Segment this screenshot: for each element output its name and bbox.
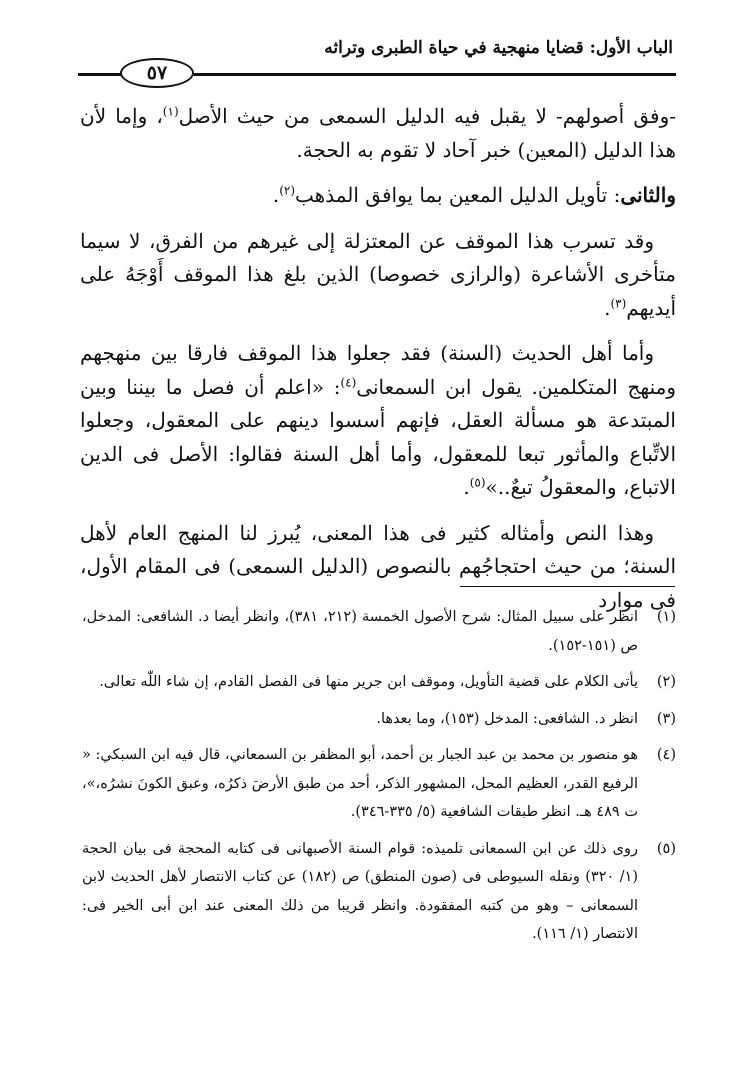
footnote-text: هو منصور بن محمد بن عبد الجبار بن أحمد، أبو المظفر بن السمعاني، قال فيه ابن السبكي: « الرفيع القدر، العظيم المحل، المشهور الذكر، أحد من طبق الأرضَ ذكرُه، وعبق الكونَ نشرُه،»، ت ٤٨٩ هـ. انظر طبقات الشافعية (٥/ ٣٣٥-٣٤٦). — [82, 747, 638, 820]
p2-tail: . — [272, 183, 280, 207]
p3-text: وقد تسرب هذا الموقف عن المعتزلة إلى غيرهم من الفرق، لا سيما متأخرى الأشاعرة (والرازى خصوصا) الذين بلغ هذا الموقف أَوْجَهُ على أيديهم — [80, 228, 676, 320]
footnote-text: روى ذلك عن ابن السمعانى تلميذه: قوام السنة الأصبهانى فى كتابه المحجة فى بيان الحجة (١/ ٣٢٠) ونقله السيوطى فى (صون المنطق) ص (١٨٢) عن كتاب الانتصار لأهل الحديث لابن السمعانى – وهو من كتبه المفقودة. وانظر قريبا من ذلك المعنى عند ابن أبى الخير فى: الانتصار (١/ ١١٦). — [82, 840, 639, 942]
footnote-ref-5: (٥) — [469, 475, 486, 490]
footnote-number: (٣) — [656, 710, 676, 727]
footnote-2 — [82, 668, 676, 697]
p1-tail: ، وإما لأن هذا الدليل (المعين) خبر آحاد لا تقوم به الحجة. — [80, 104, 676, 162]
footnote-ref-4: (٤) — [340, 374, 357, 389]
footnote-4 — [82, 741, 676, 827]
footnote-ref-2: (٢) — [279, 183, 296, 198]
footnote-1 — [82, 603, 676, 660]
p2-text: : تأويل الدليل المعين بما يوافق المذهب — [295, 183, 621, 207]
p3-tail: . — [604, 295, 611, 320]
p5-text: وهذا النص وأمثاله كثير فى هذا المعنى، يُبرز لنا المنهج العام لأهل السنة؛ من حيث احتجاجُهم بالنصوص (الدليل السمعى) فى المقام الأول، فى موارد — [80, 520, 676, 612]
p1-text: -وفق أصولهم- لا يقبل فيه الدليل السمعى من حيث الأصل — [178, 104, 676, 128]
footnote-text: يأتى الكلام على قضية التأويل، وموقف ابن جرير منها فى الفصل القادم، إن شاء اللّٰه تعالى. — [99, 674, 638, 690]
footnote-number: (٢) — [656, 674, 676, 690]
footnote-ref-1: (١) — [162, 104, 179, 119]
footnote-number: (٤) — [656, 747, 676, 763]
paragraph-5 — [80, 517, 676, 618]
p4-text: وأما أهل الحديث (السنة) فقد جعلوا هذا الموقف فارقا بين منهجهم ومنهج المتكلمين. يقول ابن السمعانى — [80, 341, 676, 399]
footnote-text: انظر على سبيل المثال: شرح الأصول الخمسة (٢١٢، ٣٨١)، وانظر أيضا د. الشافعى: المدخل، ص (١٥١-١٥٢). — [82, 609, 638, 654]
page-number: ٥٧ — [120, 58, 194, 88]
footnote-separator — [460, 586, 675, 587]
p2-lead: والثانى — [620, 183, 676, 207]
footnote-number: (٥) — [656, 840, 676, 857]
paragraph-1 — [80, 100, 676, 167]
main-text — [80, 100, 676, 629]
footnote-5 — [82, 835, 676, 949]
footnote-3 — [82, 705, 676, 734]
p4-tail: . — [463, 475, 470, 499]
footnotes — [82, 603, 676, 957]
p4-quote: : «اعلم أن فصل ما بيننا وبين المبتدعة هو مسألة العقل، فإنهم أسسوا دينهم على المعقول، وجعلوا الاتِّباع والمأثور تبعا للمعقول، وأما أهل السنة فقالوا: الأصل فى الدين الاتباع، والمعقولُ تبعٌ..» — [80, 374, 676, 499]
footnote-text: انظر د. الشافعى: المدخل (١٥٣)، وما بعدها. — [376, 710, 638, 727]
paragraph-2 — [80, 179, 676, 213]
paragraph-4 — [80, 337, 676, 505]
footnote-ref-3: (٣) — [610, 295, 627, 310]
footnote-number: (١) — [656, 609, 676, 625]
running-title: الباب الأول: قضايا منهجية في حياة الطبرى وتراثه — [324, 38, 673, 58]
paragraph-3 — [80, 225, 676, 326]
